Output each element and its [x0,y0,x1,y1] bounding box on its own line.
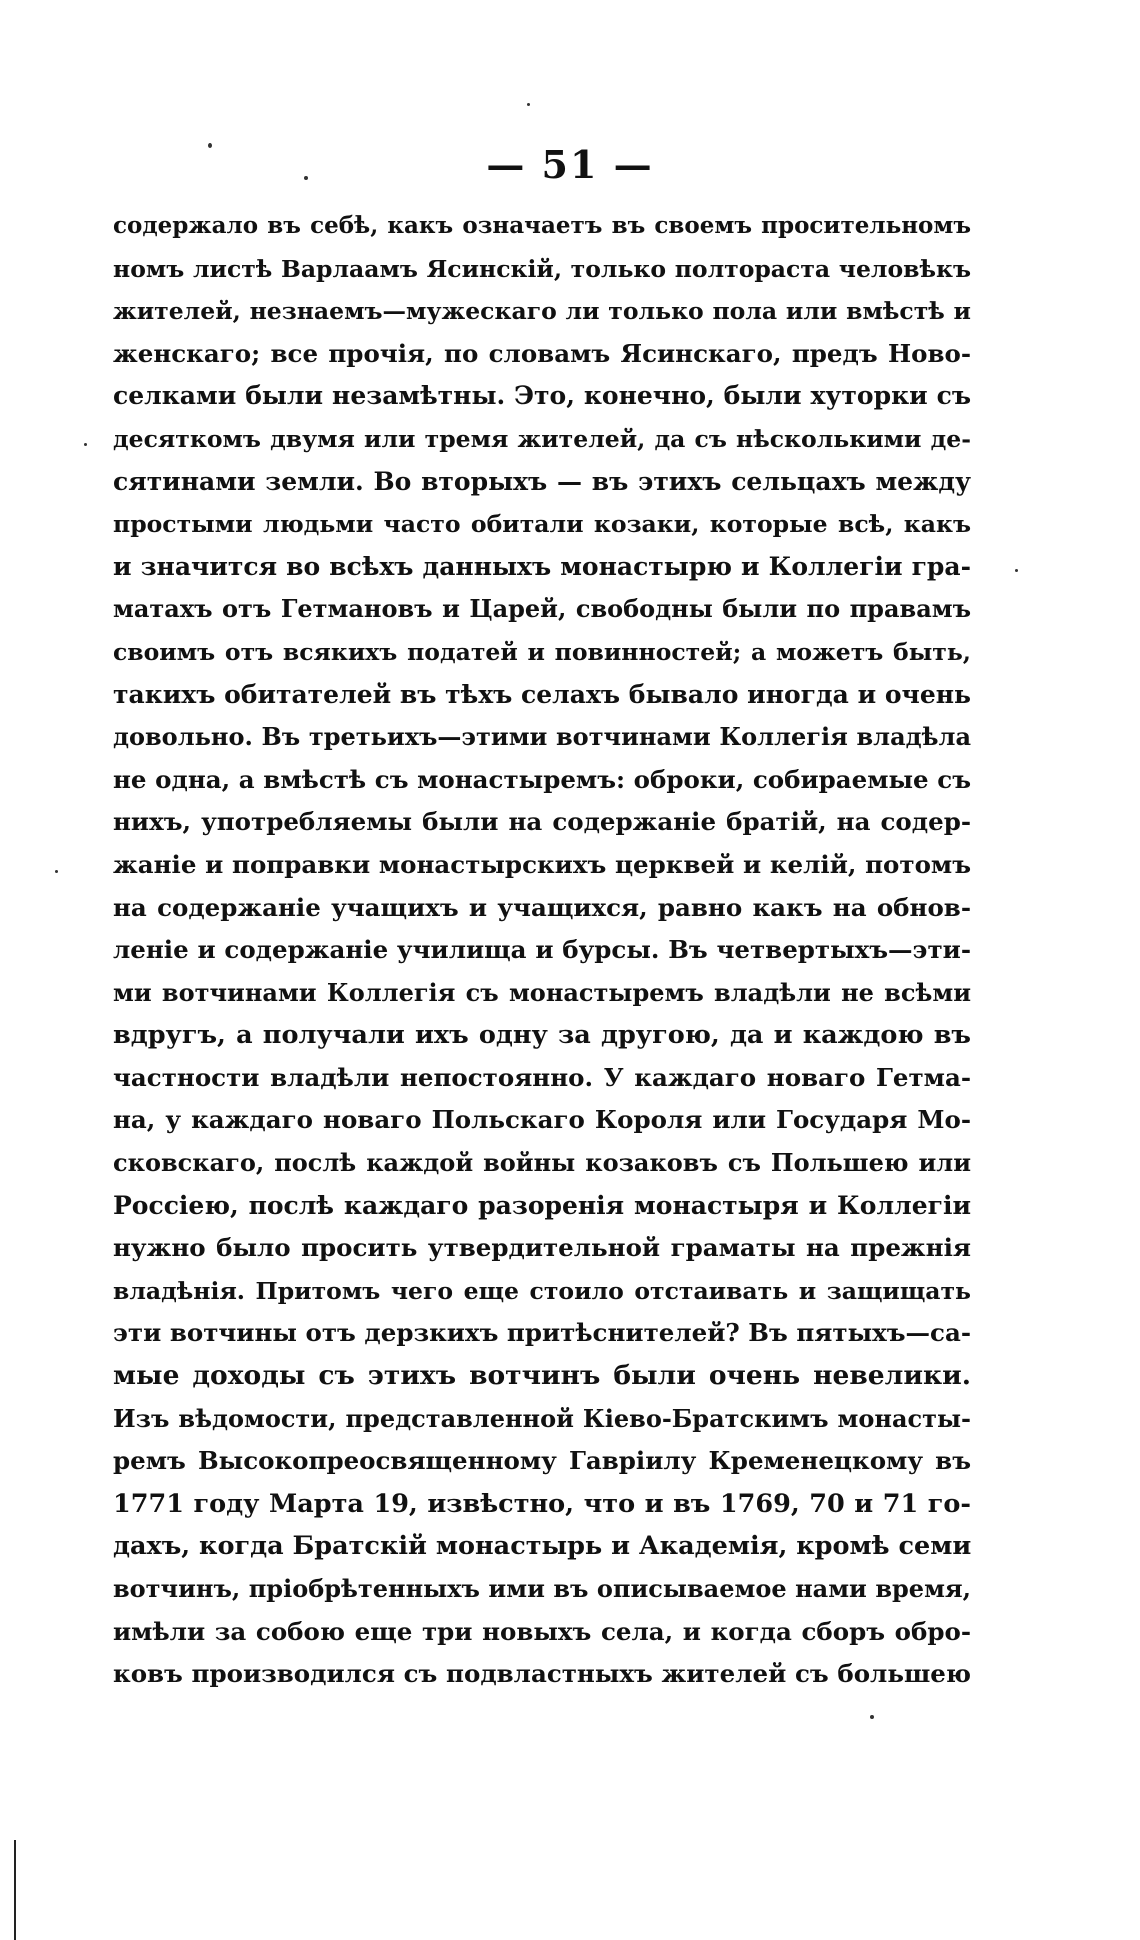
text-line: довольно. Въ третьихъ—этими вотчинами Коллегія владѣла [113,722,971,752]
scan-speck [208,143,212,148]
body-text [113,205,971,1696]
text-line: номъ листѣ Варлаамъ Ясинскій, только полтораста человѣкъ [113,254,971,283]
text-line: десяткомъ двумя или тремя жителей, да съ нѣсколькими де- [113,424,971,453]
text-line: содержало въ себѣ, какъ означаетъ въ своемъ просительномъ [113,212,971,239]
scan-speck [1015,569,1018,572]
text-line: сковскаго, послѣ каждой войны козаковъ съ Польшею или [113,1148,971,1178]
text-line: леніе и содержаніе училища и бурсы. Въ четвертыхъ—эти- [113,935,971,965]
text-line: сятинами земли. Во вторыхъ — въ этихъ сельцахъ между [113,466,971,496]
scan-speck [304,176,308,180]
scan-speck [870,1715,874,1719]
text-line: вдругъ, а получали ихъ одну за другою, да и каждою въ [113,1020,971,1051]
text-line: простыми людьми часто обитали козаки, которые всѣ, какъ [113,510,971,539]
scan-edge-line [14,1840,16,1940]
text-line: эти вотчины отъ дерзкихъ притѣснителей? Въ пятыхъ—са- [113,1318,971,1348]
text-line: нихъ, употребляемы были на содержаніе братій, на содер- [113,807,971,837]
text-line: такихъ обитателей въ тѣхъ селахъ бывало иногда и очень [113,679,971,709]
text-line: Россіею, послѣ каждаго разоренія монастыря и Коллегіи [113,1190,971,1220]
text-line: нужно было просить утвердительной граматы на прежнія [113,1233,971,1263]
text-line: селками были незамѣтны. Это, конечно, были хуторки съ [113,381,971,411]
text-line: владѣнія. Притомъ чего еще стоило отстаивать и защищать [113,1276,971,1305]
page-number: — 51 — [486,142,654,187]
text-line: своимъ отъ всякихъ податей и повинностей; а можетъ быть, [113,637,971,666]
text-line: матахъ отъ Гетмановъ и Царей, свободны были по правамъ [113,594,971,624]
text-line: не одна, а вмѣстѣ съ монастыремъ: оброки, собираемые съ [113,764,971,794]
text-line: 1771 году Марта 19, извѣстно, что и въ 1769, 70 и 71 го- [113,1488,971,1519]
text-line: ковъ производился съ подвластныхъ жителей съ большею [113,1659,971,1689]
text-line: мые доходы съ этихъ вотчинъ были очень невелики. [113,1360,971,1392]
text-line: дахъ, когда Братскій монастырь и Академія, кромѣ семи [113,1531,971,1562]
text-line: ми вотчинами Коллегія съ монастыремъ владѣли не всѣми [113,977,971,1007]
text-line: на, у каждаго новаго Польскаго Короля или Государя Мо- [113,1105,971,1135]
scan-speck [84,443,87,446]
text-line: и значится во всѣхъ данныхъ монастырю и Коллегіи гра- [113,551,971,581]
scan-speck [55,870,58,873]
text-line: Изъ вѣдомости, представленной Кіево-Братскимъ монасты- [113,1403,971,1433]
text-line: жителей, незнаемъ—мужескаго ли только пола или вмѣстѣ и [113,297,971,326]
text-line: вотчинъ, пріобрѣтенныхъ ими въ описываемое нами время, [113,1574,971,1603]
text-line: на содержаніе учащихъ и учащихся, равно какъ на обнов- [113,892,971,922]
text-line: женскаго; все прочія, по словамъ Ясинскаго, предъ Ново- [113,338,971,368]
text-line: жаніе и поправки монастырскихъ церквей и келій, потомъ [113,849,971,879]
text-line: частности владѣли непостоянно. У каждаго новаго Гетма- [113,1062,971,1092]
text-line: ремъ Высокопреосвященному Гавріилу Кременецкому въ [113,1446,971,1476]
text-line: имѣли за собою еще три новыхъ села, и когда сборъ обро- [113,1616,971,1646]
scan-speck [527,103,530,106]
